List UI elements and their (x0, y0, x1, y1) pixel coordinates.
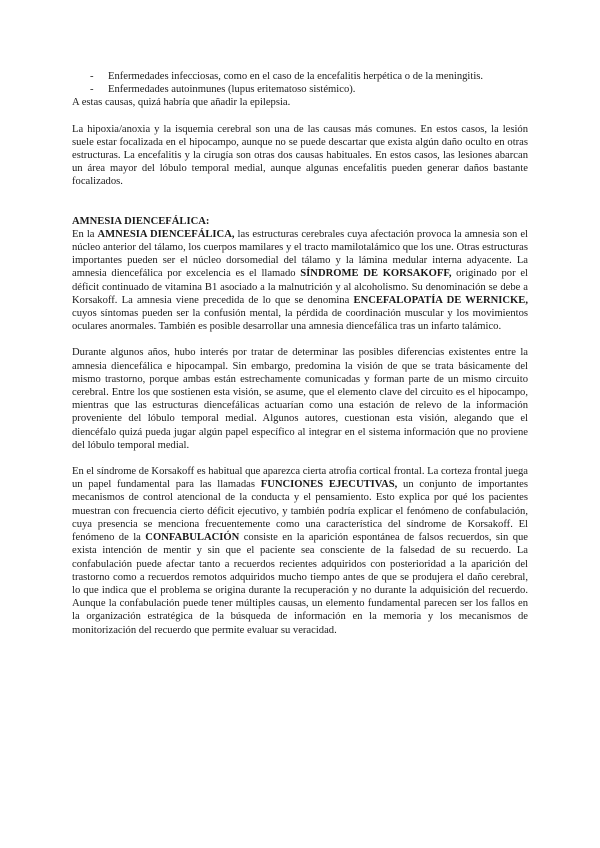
bold-term: ENCEFALOPATÍA DE WERNICKE, (353, 294, 528, 306)
text-run: cuyos síntomas pueden ser la confusión mental, la pérdida de coordinación muscular y los movimientos oculares anormales. También es posible desarrollar una amnesia diencefálica tras un infarto talámico. (72, 308, 528, 333)
text-run: un conjunto de importantes mecanismos de control atencional de la conducta y el pensamiento. Esto explica por qué los pacientes muestran con frecuencia cierto déficit ejecutivo, y también podría explicar el fenómeno de confabulación, cuya presencia se menciona frecuentemente como una característica del síndrome de Korsakoff. El fenómeno de la (72, 479, 529, 544)
list-item-text: Enfermedades autoinmunes (lupus eritematoso sistémico). (108, 84, 356, 96)
document-page (72, 70, 528, 637)
text-run: las estructuras cerebrales cuya afectación provoca la amnesia son el núcleo anterior del tálamo, los cuerpos mamilares y el tracto mamilotalámico que los une. Otras estructuras importantes pueden ser el núcleo dorsomedial del tálamo y la lámina medular interna adyacente. La amnesia diencefálica por excelencia es el llamado (72, 228, 528, 280)
text-run: En la (72, 228, 98, 240)
list-item (72, 70, 528, 83)
paragraph-spacer (72, 333, 528, 346)
section-spacer (72, 189, 528, 215)
paragraph-diencephalic (72, 228, 528, 334)
paragraph-spacer (72, 452, 528, 465)
bold-term: FUNCIONES EJECUTIVAS, (260, 479, 398, 491)
bold-term: AMNESIA DIENCEFÁLICA, (97, 228, 235, 240)
list-item (72, 83, 528, 96)
paragraph-epilepsy: A estas causas, quizá habría que añadir la epilepsia. (72, 97, 291, 109)
bold-term: CONFABULACIÓN (145, 532, 240, 544)
causes-list (72, 70, 528, 96)
bold-term: SÍNDROME DE KORSAKOFF, (300, 268, 452, 280)
text-run: originado por el déficit continuado de vitamina B1 asociado a la malnutrición y al alcoholismo. Su denominación se debe a Korsakoff. La amnesia viene precedida de lo que se denomina (72, 268, 528, 306)
text-run: consiste en la aparición espontánea de falsos recuerdos, sin que exista intención de mentir y sin que el paciente sea consciente de la falsedad de su recuerdo. La confabulación puede afectar tanto a recuerdos recientes adquiridos con posterioridad a la aparición del trastorno como a recuerdos remotos adquiridos mucho tiempo antes de que se produjera el daño cerebral, lo que indica que el problema se origina durante la recuperación y no durante la adquisición del recuerdo. Aunque la confabulación puede tener múltiples causas, un elemento fundamental parecen ser los fallos en la organización estratégica de la búsqueda de información en la memoria y los mecanismos de monitorización del recuerdo que permite evaluar su veracidad. (72, 532, 528, 636)
paragraph-spacer (72, 110, 528, 123)
paragraph-hypoxia: La hipoxia/anoxia y la isquemia cerebral son una de las causas más comunes. En estos casos, la lesión suele estar focalizada en el hipocampo, aunque no se puede descartar que exista algún daño oculto en otras estructuras. La encefalitis y la cirugía son otras dos causas habituales. En estos casos, las lesiones abarcan un área mayor del lóbulo temporal medial, aunque algunas encefalitis pueden generar daños bastante focalizados. (72, 123, 528, 188)
list-item-text: Enfermedades infecciosas, como en el caso de la encefalitis herpética o de la meningitis. (108, 71, 484, 82)
paragraph-interest: Durante algunos años, hubo interés por tratar de determinar las posibles diferencias existentes entre la amnesia diencefálica e hipocampal. Sin embargo, predomina la visión de que se trata básicamente del mismo trastorno, porque ambas están estrechamente comunicadas y forman parte de un mismo circuito cerebral. Entre los que sostienen esta visión, se asume, que el elemento clave del circuito es el hipocampo, mientras que las estructuras diencefálicas actuarían como una estación de relevo de la información proveniente del lóbulo temporal medial. Algunos autores, cuestionan esta visión, alegando que el diencéfalo quizá pueda jugar algún papel específico al integrar en el sistema información que no proviene del lóbulo temporal medial. (72, 347, 528, 451)
list-bullet: - (90, 71, 94, 82)
text-run: En el síndrome de Korsakoff es habitual que aparezca cierta atrofia cortical frontal. La corteza frontal juega un papel fundamental para las llamadas (72, 466, 528, 491)
paragraph-korsakoff (72, 465, 528, 637)
section-heading: AMNESIA DIENCEFÁLICA: (72, 215, 210, 227)
list-bullet: - (90, 84, 94, 96)
